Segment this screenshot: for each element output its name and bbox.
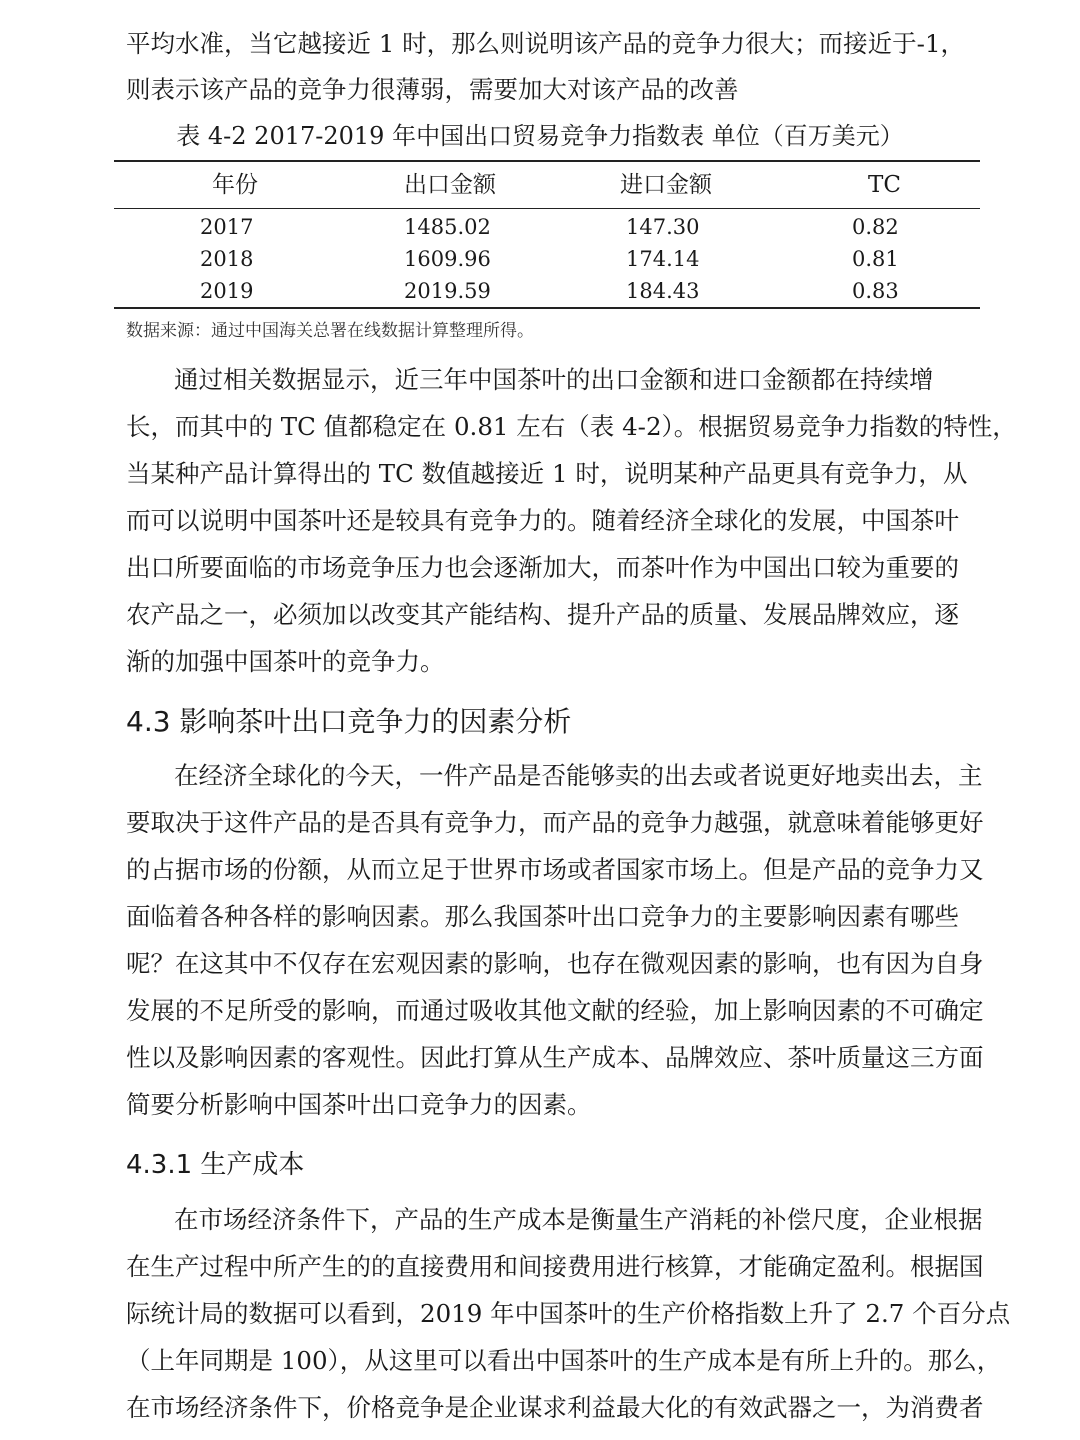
section-4-3-line-4: 面临着各种各样的影响因素。那么我国茶叶出口竞争力的主要影响因素有哪些 [126,902,959,931]
para1-line-5: 出口所要面临的市场竞争压力也会逐渐加大，而茶叶作为中国出口较为重要的 [126,553,959,582]
intro-line-2: 则表示该产品的竞争力很薄弱，需要加大对该产品的改善 [126,75,739,104]
section-4-3-1-line-4: （上年同期是 100），从这里可以看出中国茶叶的生产成本是有所上升的。那么， [126,1346,1002,1375]
table-cell: 2017 [200,215,254,239]
section-4-3-line-1: 在经济全球化的今天，一件产品是否能够卖的出去或者说更好地卖出去，主 [174,761,983,790]
section-4-3-line-8: 简要分析影响中国茶叶出口竞争力的因素。 [126,1090,592,1119]
table-cell: 0.81 [852,247,899,271]
para1-line-7: 渐的加强中国茶叶的竞争力。 [126,647,445,676]
table-cell: 0.83 [852,279,899,303]
table-header-rule [114,208,980,209]
table-cell: 0.82 [852,215,899,239]
para1-line-2: 长，而其中的 TC 值都稳定在 0.81 左右（表 4-2）。根据贸易竞争力指数的特性， [126,412,1017,441]
table-header-year: 年份 [212,172,258,198]
table-top-rule [114,160,980,162]
table-source-note: 数据来源：通过中国海关总署在线数据计算整理所得。 [126,321,534,341]
table-cell: 2019 [200,279,254,303]
table-cell: 174.14 [626,247,700,271]
table-header-tc: TC [868,172,901,198]
section-4-3-1-line-5: 在市场经济条件下，价格竞争是企业谋求利益最大化的有效武器之一，为消费者 [126,1393,984,1422]
section-4-3-1-line-2: 在生产过程中所产生的的直接费用和间接费用进行核算，才能确定盈利。根据国 [126,1252,984,1281]
section-heading-4-3-1: 4.3.1 生产成本 [126,1150,305,1180]
table-cell: 1609.96 [404,247,491,271]
table-header-export: 出口金额 [404,172,496,198]
table-cell: 147.30 [626,215,700,239]
para1-line-1: 通过相关数据显示，近三年中国茶叶的出口金额和进口金额都在持续增 [174,365,934,394]
para1-line-6: 农产品之一，必须加以改变其产能结构、提升产品的质量、发展品牌效应，逐 [126,600,959,629]
table-cell: 2018 [200,247,254,271]
section-4-3-1-line-3: 际统计局的数据可以看到，2019 年中国茶叶的生产价格指数上升了 2.7 个百分点 [126,1299,1011,1328]
section-4-3-line-7: 性以及影响因素的客观性。因此打算从生产成本、品牌效应、茶叶质量这三方面 [126,1043,984,1072]
intro-line-1: 平均水准，当它越接近 1 时，那么则说明该产品的竞争力很大；而接近于-1， [126,29,966,58]
table-bottom-rule [114,307,980,309]
section-4-3-line-6: 发展的不足所受的影响，而通过吸收其他文献的经验，加上影响因素的不可确定 [126,996,984,1025]
section-4-3-line-3: 的占据市场的份额，从而立足于世界市场或者国家市场上。但是产品的竞争力又 [126,855,984,884]
section-4-3-line-5: 呢？在这其中不仅存在宏观因素的影响，也存在微观因素的影响，也有因为自身 [126,949,984,978]
table-caption: 表 4-2 2017-2019 年中国出口贸易竞争力指数表 单位（百万美元） [176,122,904,150]
table-cell: 2019.59 [404,279,491,303]
para1-line-3: 当某种产品计算得出的 TC 数值越接近 1 时，说明某种产品更具有竞争力，从 [126,459,968,488]
section-4-3-1-line-1: 在市场经济条件下，产品的生产成本是衡量生产消耗的补偿尺度，企业根据 [174,1205,983,1234]
section-4-3-line-2: 要取决于这件产品的是否具有竞争力，而产品的竞争力越强，就意味着能够更好 [126,808,984,837]
table-cell: 1485.02 [404,215,491,239]
table-header-import: 进口金额 [620,172,712,198]
table-cell: 184.43 [626,279,700,303]
section-heading-4-3: 4.3 影响茶叶出口竞争力的因素分析 [126,705,572,738]
para1-line-4: 而可以说明中国茶叶还是较具有竞争力的。随着经济全球化的发展，中国茶叶 [126,506,959,535]
